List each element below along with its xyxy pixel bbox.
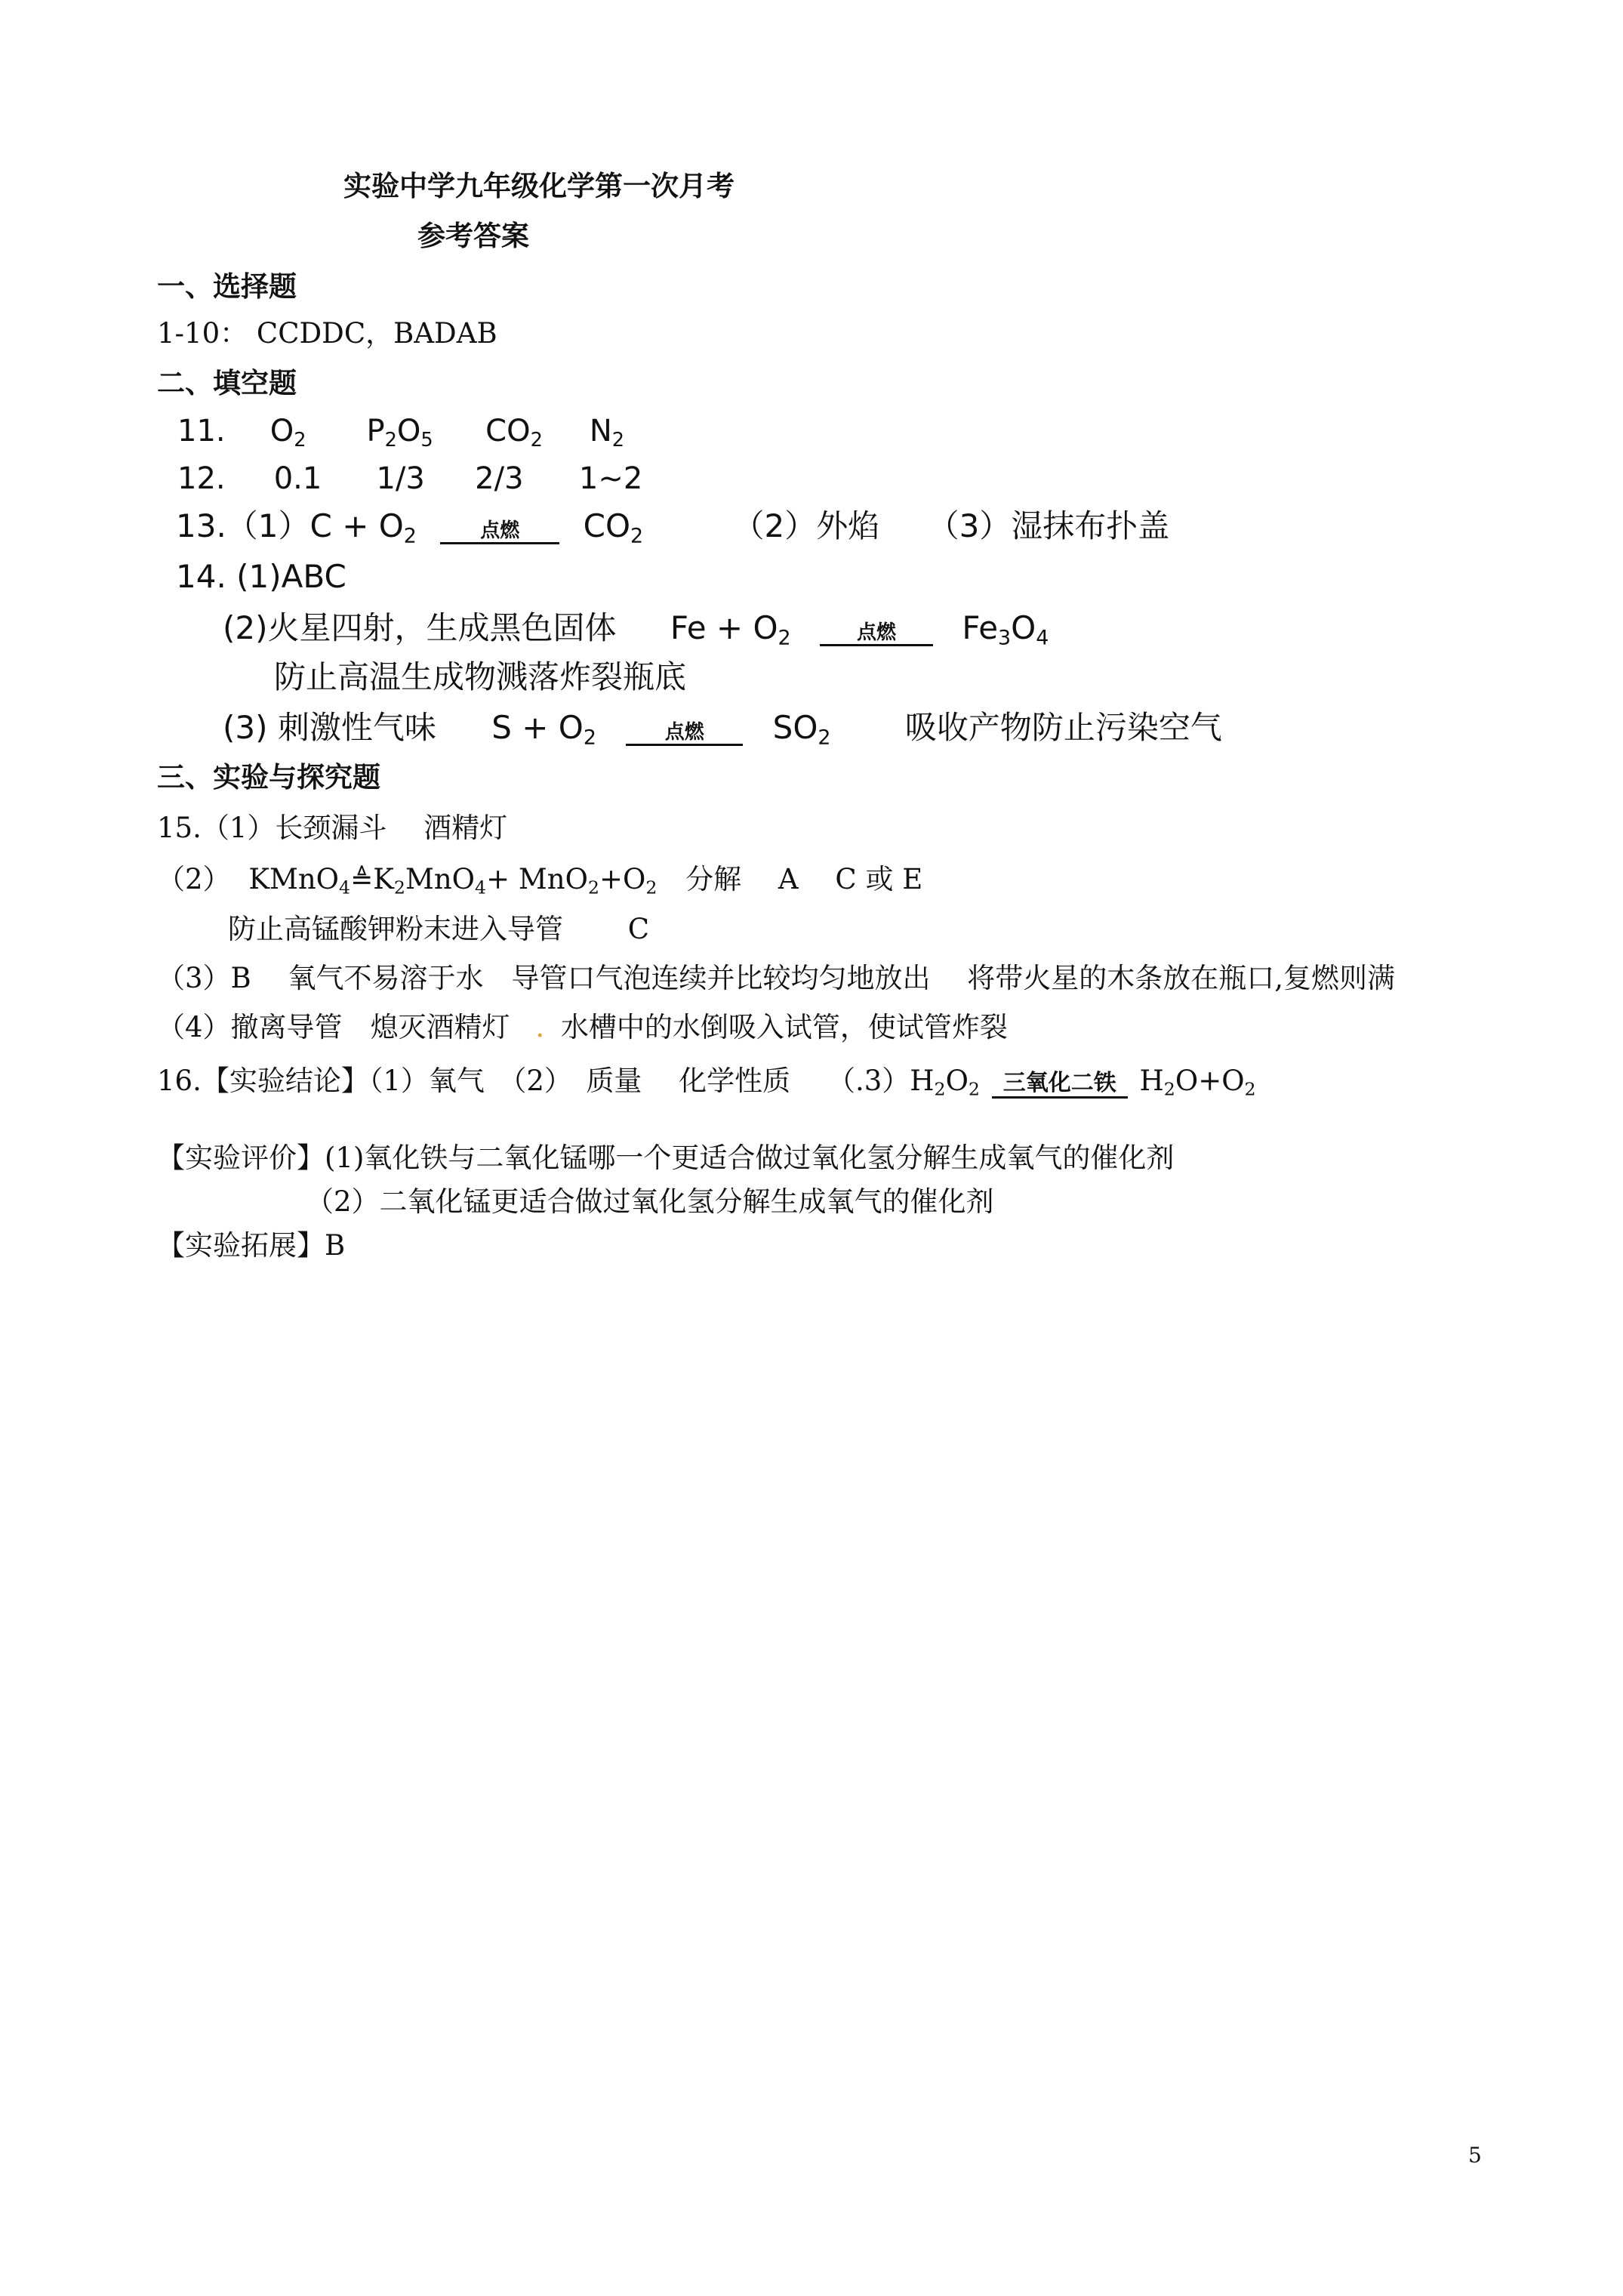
q13-answer-3: （3）湿抹布扑盖: [927, 507, 1170, 544]
q16-extension: 【实验拓展】B: [157, 1229, 346, 1262]
q11-number: 11.: [177, 414, 226, 448]
q12-answer-3: 2/3: [475, 461, 524, 496]
q15-part-2b: 防止高锰酸钾粉末进入导管 C: [228, 913, 650, 945]
q14-observation: (2)火星四射，生成黑色固体: [223, 609, 617, 646]
q14-s-reactants: $S + O_2$: [491, 709, 596, 750]
section-heading-choice: 一、选择题: [157, 270, 297, 303]
q11-answer-2: $P_2O_5$: [366, 414, 433, 452]
page-subtitle: 参考答案: [417, 219, 529, 252]
q16-conclusion-text: 16.【实验结论】（1）氧气 （2） 质量 化学性质 （.3）H: [157, 1065, 935, 1097]
q15-equation: $KMnO_4≜K_2MnO_4+ MnO_2+O_2$: [248, 863, 658, 898]
q14-s-product: $SO_2$: [772, 709, 831, 750]
q15-part-3: （3）B 氧气不易溶于水 导管口气泡连续并比较均匀地放出 将带火星的木条放在瓶口,复燃则满: [157, 962, 1396, 994]
q12-answer-4: 1~2: [578, 461, 643, 496]
q15-part-4-a: （4）撤离导管 熄灭酒精灯: [157, 1011, 510, 1043]
q11-line: [177, 413, 625, 452]
q16-evaluation-1: 【实验评价】(1)氧化铁与二氧化锰哪一个更适合做过氧化氢分解生成氧气的催化剂: [157, 1142, 1175, 1174]
q14-condition: 点燃: [820, 623, 933, 646]
q14-purpose: 吸收产物防止污染空气: [904, 709, 1222, 746]
q11-answer-4: $N_2$: [589, 414, 625, 452]
section-heading-fill: 二、填空题: [157, 366, 297, 399]
q14-line-1: 14. (1)ABC: [176, 558, 346, 595]
q12-answer-2: 1/3: [376, 461, 425, 496]
q15-part-4-b: 水槽中的水倒吸入试管，使试管炸裂: [560, 1011, 1008, 1043]
q11-answer-3: $CO_2$: [485, 414, 543, 452]
q14-product: $Fe_3O_4$: [962, 609, 1049, 650]
q14-smell: (3) 刺激性气味: [223, 709, 436, 746]
q15-part-2-label: （2）: [157, 863, 231, 895]
q12-answer-1: 0.1: [273, 461, 322, 496]
q14-s-condition: 点燃: [626, 723, 743, 746]
q14-line-2: [223, 609, 1049, 650]
q15-part-4-dot: .: [535, 1011, 545, 1043]
page-title: 实验中学九年级化学第一次月考: [343, 169, 735, 202]
q13-line: [176, 507, 1170, 548]
q14-reactants: $Fe + O_2$: [670, 609, 791, 650]
q12-line: [177, 461, 642, 497]
q16-condition: 三氧化二铁: [992, 1072, 1128, 1099]
section-heading-experiment: 三、实验与探究题: [157, 760, 380, 794]
q15-part-2-tail: 分解 A C 或 E: [685, 863, 923, 895]
q15-part-4: [157, 1009, 1008, 1046]
q16-evaluation-2: （2）二氧化锰更适合做过氧化氢分解生成氧气的催化剂: [306, 1185, 994, 1218]
q13-product: $CO_2$: [583, 507, 644, 548]
choice-answers: 1-10： CCDDC，BADAB: [157, 317, 497, 350]
q13-condition: 点燃: [440, 521, 559, 544]
q16-product: $H_2O+O_2$: [1139, 1065, 1256, 1100]
q13-answer-2: （2）外焰: [732, 507, 880, 544]
q15-part-2: [157, 861, 922, 898]
q11-answer-1: $O_2$: [269, 414, 306, 452]
q15-part-1: 15.（1）长颈漏斗 酒精灯: [157, 812, 508, 844]
q12-number: 12.: [177, 461, 226, 496]
page-number: 5: [1468, 2143, 1482, 2168]
q13-reactants: $13.(1)C + O_2$: [176, 507, 417, 548]
q14-line-3: 防止高温生成物溅落炸裂瓶底: [274, 658, 687, 695]
q14-line-4: [223, 709, 1222, 750]
q16-conclusion: 16.【实验结论】（1）氧气 （2） 质量 化学性质 $(.3)H_2O_2$ 三氧化二铁 $H_2O+O_2$: [157, 1065, 1256, 1100]
